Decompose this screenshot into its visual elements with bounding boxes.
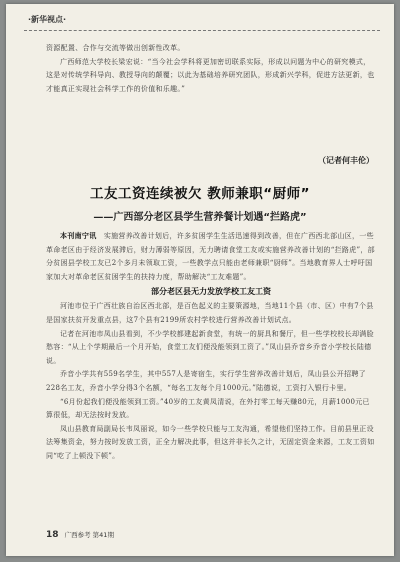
lead-paragraph (46, 230, 376, 284)
article-subtitle: ——广西部分老区县学生营养餐计划遇“拦路虎” (93, 212, 307, 223)
article-title: 工友工资连续被欠 教师兼职“厨师” (90, 186, 310, 202)
header-divider (24, 30, 380, 31)
dateline: 本刊南宁讯 (60, 232, 97, 240)
intro-paragraph: 广西师范大学校长梁宏说：“当今社会学科将更加密切联系实际，形成以问题为中心的研究模式，这是对传统学科导向、教授导向的颠覆；以此为基础培养研究团队，形成新兴学科，促进方法更新，也才能真正实现社会科学工作的价值和乐趣。” (46, 57, 375, 93)
intro-paragraph: 资源配置、合作与交流等做出创新性改革。 (46, 44, 185, 52)
magazine-page (6, 4, 394, 556)
body-paragraph: 记者在河池市凤山县看到，不少学校都建起新食堂，有统一的厨具和餐厅，但一些学校校长却满脸愁容：“从上个学期最后一个月开始，食堂工友们便没能领到工资了。”凤山县乔音乡乔音小学校长陆德说。 (46, 329, 374, 365)
body-paragraph: 乔音小学共有559名学生，其中557人是寄宿生，实行学生营养改善计划后，凤山县公开招聘了228名工友，乔音小学分得3个名额，“每名工友每个月1000元。”陆德说，工资打入银行卡里。 (46, 370, 366, 392)
body-paragraph: “6月份起我们便没能领到工资。”40岁的工友黄凤清说，在外打零工每天赚80元，月薪1000元已算很低，却无法按时发放。 (46, 397, 370, 420)
previous-article-tail (46, 42, 376, 96)
lead-text: 实施营养改善计划后，许多贫困学生生活迅速得到改善，但在广西西北部山区，一些革命老区由于经济发展滞后，财力薄弱等原因，无力聘请食堂工友或实施营养改善计划的“拦路虎”，部分贫困县学校工友已2个多月未领取工资，一些教学点只能由老师兼职“厨师”。当地教育界人士呼吁国家加大对革命老区贫困学生的扶持力度，帮助解决“工友难题”。 (46, 232, 375, 281)
magazine-issue: 广西参考 第41期 (64, 531, 114, 539)
page-number: 18 (46, 530, 59, 540)
body-paragraph: 凤山县教育局副局长韦凤丽说，如今一些学校只能与工友沟通，希望他们坚持工作。目前县里正设法筹集资金，努力按时发放工资，正全力解决此事，但这并非长久之计，无固定资金来源，工友工资如同“吃了上顿没下顿”。 (46, 424, 375, 460)
byline: （记者何丰伦） (318, 156, 374, 165)
page-footer (46, 530, 114, 540)
section-heading: 部分老区县无力发放学校工友工资 (151, 287, 271, 297)
section-header: ·新华视点· (28, 15, 67, 24)
article-body (46, 230, 376, 464)
body-paragraph: 河池市位于广西壮族自治区西北部，是百色起义的主要策源地，当地11个县（市、区）中有7个县是国家扶贫开发重点县，这7个县有2199所农村学校进行营养改善计划试点。 (46, 302, 374, 324)
